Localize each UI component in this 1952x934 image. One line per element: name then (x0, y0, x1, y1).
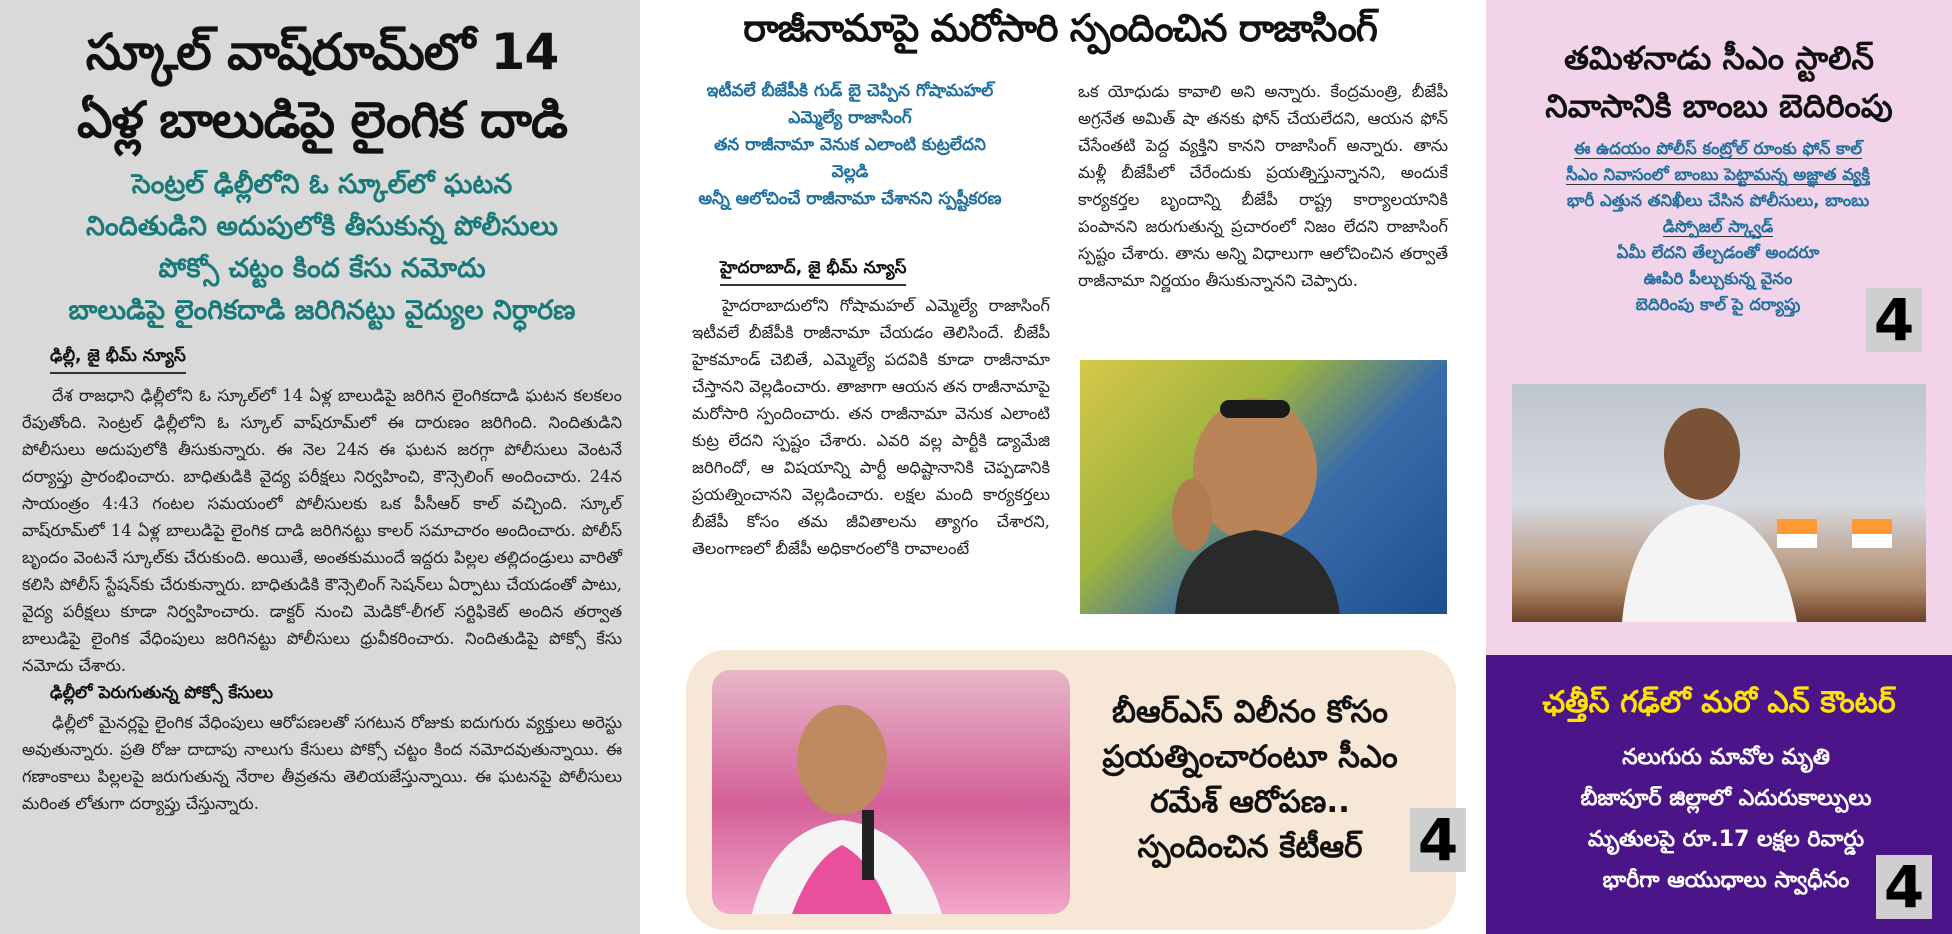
deck-line: వెల్లడి (831, 162, 869, 182)
headline-line: స్కూల్ వాష్‌రూమ్‌లో 14 (85, 23, 559, 81)
chhattisgarh-article (1486, 655, 1952, 934)
deck-line: ఈ ఉదయం పోలీస్ కంట్రోల్ రూంకు ఫోన్ కాల్ (1573, 139, 1863, 158)
deck-line: భారీగా ఆయుధాలు స్వాధీనం (1602, 868, 1850, 893)
page-number-badge[interactable]: 4 (1876, 855, 1932, 919)
headline-line: తమిళనాడు సీఎం స్టాలిన్ (1563, 39, 1875, 77)
deck-line: భారీ ఎత్తున తనిఖీలు చేసిన పోలీసులు, బాంబు (1566, 191, 1870, 210)
article-body-2: ఢిల్లీలో మైనర్లపై లైంగిక వేధింపులు ఆరోపణలతో సగటున రోజుకు ఐదుగురు వ్యక్తులు అరెస్టు అవుతున్నారు. ప్రతి రోజు దాదాపు నాలుగు కేసులు పోక్సో చట్టం కింద నమోదవుతున్నాయి. ఈ గణాంకాలు పిల్లలపై జరుగుతున్న నేరాల తీవ్రతను తెలియజేస్తున్నాయి. ఈ ఘటనపై పోలీసులు మరింత లోతుగా దర్యాప్తు చేస్తున్నారు. (22, 713, 622, 813)
deck-line: డిస్పోజల్ స్క్వాడ్ (1662, 217, 1774, 236)
middle-decks (680, 78, 1020, 213)
deck-line: అన్నీ ఆలోచించే రాజీనామా చేశానని స్పష్టీకరణ (698, 189, 1002, 209)
encounter-headline: ఛత్తీస్ గఢ్‌లో మరో ఎన్ కౌంటర్ (1542, 685, 1896, 720)
deck-line: ఎమ్మెల్యే రాజాసింగ్ (788, 108, 912, 128)
section-subhead: ఢిల్లీలో పెరుగుతున్న పోక్సో కేసులు (50, 683, 274, 703)
deck-line: మృతులపై రూ.17 లక్షల రివార్డు (1587, 827, 1865, 852)
deck-line: తన రాజీనామా వెనుక ఎలాంటి కుట్రలేదని (714, 135, 986, 155)
promo-line: రమేశ్ ఆరోపణ.. (1150, 784, 1350, 820)
article-body: దేశ రాజధాని ఢిల్లీలోని ఓ స్కూల్‌లో 14 ఏళ్ల బాలుడిపై జరిగిన లైంగికదాడి ఘటన కలకలం రేపుతోంది. సెంట్రల్ ఢిల్లీలోని ఓ స్కూల్ వాష్‌రూమ్‌లో ఈ దారుణం జరిగింది. నిందితుడిని పోలీసులు అదుపులోకి తీసుకున్నారు. ఈ నెల 24న ఈ ఘటన జరగ్గా పోలీసులు వెంటనే దర్యాప్తు ప్రారంభించారు. బాధితుడికి వైద్య పరీక్షలు నిర్వహించి, కౌన్సెలింగ్ అందించారు. 24న సాయంత్రం 4:43 గంటల సమయంలో పోలీసులకు ఒక పీసీఆర్ కాల్ వచ్చింది. స్కూల్ వాష్‌రూమ్‌లో 14 ఏళ్ల బాలుడిపై లైంగిక దాడి జరిగినట్టు కాలర్ సమాచారం అందించారు. పోలీస్ బృందం వెంటనే స్కూల్‌కు చేరుకుంది. అయితే, అంతకుముందే ఇద్దరు పిల్లల తల్లిదండ్రులు వారితో కలిసి పోలీస్ స్టేషన్‌కు చేరుకున్నారు. బాధితుడికి కౌన్సెలింగ్ సెషన్‌లు ఏర్పాటు చేయడంతో పాటు, వైద్య పరీక్షలు కూడా నిర్వహించారు. డాక్టర్ నుంచి మెడికో-లీగల్ సర్టిఫికెట్ అందిన తర్వాత బాలుడిపై లైంగిక వేధింపులు జరిగినట్టు పోలీసులు ధ్రువీకరించారు. నిందితుడిపై పోక్సో కేసు నమోదు చేశారు. (22, 386, 622, 675)
deck-line: ఏమీ లేదని తేల్చడంతో అందరూ (1616, 243, 1820, 262)
headline-line: నివాసానికి బాంబు బెదిరింపు (1545, 87, 1893, 125)
promo-text[interactable] (1080, 690, 1420, 870)
deck-line: బెదిరింపు కాల్ పై దర్యాప్తు (1635, 295, 1801, 314)
article-body-continued: ఒక యోధుడు కావాలి అని అన్నారు. కేంద్రమంత్రి, బీజేపీ అగ్రనేత అమిత్ షా తనకు ఫోన్ చేయలేదని, ఆయన ఫోన్ చేసేంతటి పెద్ద వ్యక్తిని కానని రాజాసింగ్ అన్నారు. తాను మళ్లీ బీజేపీలో చేరేందుకు ప్రయత్నిస్తున్నానని, అందుకే కార్యకర్తల బృందాన్ని బీజేపీ రాష్ట్ర కార్యాలయానికి పంపానని జరుగుతున్న ప్రచారంలో నిజం లేదని రాజాసింగ్ స్పష్టం చేశారు. తాను అన్ని విధాలుగా ఆలోచించిన తర్వాతే రాజీనామా నిర్ణయం తీసుకున్నానని చెప్పారు. (1078, 82, 1448, 290)
deck-line: సీఎం నివాసంలో బాంబు పెట్టామన్న అజ్ఞాత వ్యక్తి (1566, 165, 1870, 184)
deck-line: ఊపిరి పీల్చుకున్న వైనం (1643, 269, 1793, 288)
deck-line: నలుగురు మావోల మృతి (1622, 745, 1830, 770)
dateline: ఢిల్లీ, జై భీమ్ న్యూస్ (50, 346, 186, 374)
deck-line: బీజాపూర్ జిల్లాలో ఎదురుకాల్పులు (1580, 786, 1872, 811)
subhead: పోక్సో చట్టం కింద కేసు నమోదు (158, 253, 486, 284)
subhead: నిందితుడిని అదుపులోకి తీసుకున్న పోలీసులు (85, 211, 559, 242)
left-subheads (22, 164, 622, 332)
middle-article (640, 0, 1486, 934)
left-headline (22, 18, 622, 154)
article-body: హైదరాబాదులోని గోషామహల్ ఎమ్మెల్యే రాజాసింగ్ ఇటీవలే బీజేపీకి రాజీనామా చేయడం తెలిసిందే. బీజేపీ హైకమాండ్ చెబితే, ఎమ్మెల్యే పదవికి కూడా రాజీనామా చేస్తానని వెల్లడించారు. తాజాగా ఆయన తన రాజీనామాపై మరోసారి స్పందించారు. తన రాజీనామా వెనుక ఎలాంటి కుట్ర లేదని స్పష్టం చేశారు. ఎవరి వల్ల పార్టీకి డ్యామేజి జరిగిందో, ఆ విషయాన్ని పార్టీ అధిష్టానానికి చెప్పడానికి ప్రయత్నించానని వెల్లడించారు. లక్షల మంది కార్యకర్తలు బీజేపీ కోసం తమ జీవితాలను త్యాగం చేశారని, తెలంగాణలో బీజేపీ అధికారంలోకి రావాలంటే (692, 296, 1050, 558)
ktr-photo (712, 670, 1070, 914)
deck-line: ఇటీవలే బీజేపీకి గుడ్ బై చెప్పిన గోషామహల్ (706, 81, 994, 101)
stalin-decks (1538, 136, 1898, 318)
stalin-headline (1486, 34, 1952, 130)
subhead: సెంట్రల్ ఢిల్లీలోని ఓ స్కూల్‌లో ఘటన (131, 169, 513, 200)
page-number-badge[interactable]: 4 (1410, 808, 1466, 872)
left-article (0, 0, 640, 934)
rajasingh-photo (1080, 360, 1447, 614)
headline-line: ఏళ్ల బాలుడిపై లైంగిక దాడి (77, 91, 567, 149)
promo-line: స్పందించిన కేటీఆర్ (1137, 829, 1363, 865)
page-number-badge[interactable]: 4 (1866, 288, 1922, 352)
stalin-photo (1512, 384, 1926, 622)
promo-line: బీఆర్ఎస్ విలీనం కోసం (1111, 694, 1389, 730)
promo-line: ప్రయత్నించారంటూ సీఎం (1102, 739, 1398, 775)
middle-headline: రాజీనామాపై మరోసారి స్పందించిన రాజాసింగ్ (743, 6, 1377, 50)
dateline: హైదరాబాద్, జై భీమ్ న్యూస్ (720, 258, 906, 286)
encounter-decks (1556, 737, 1896, 901)
subhead: బాలుడిపై లైంగికదాడి జరిగినట్టు వైద్యుల నిర్ధారణ (68, 295, 576, 326)
